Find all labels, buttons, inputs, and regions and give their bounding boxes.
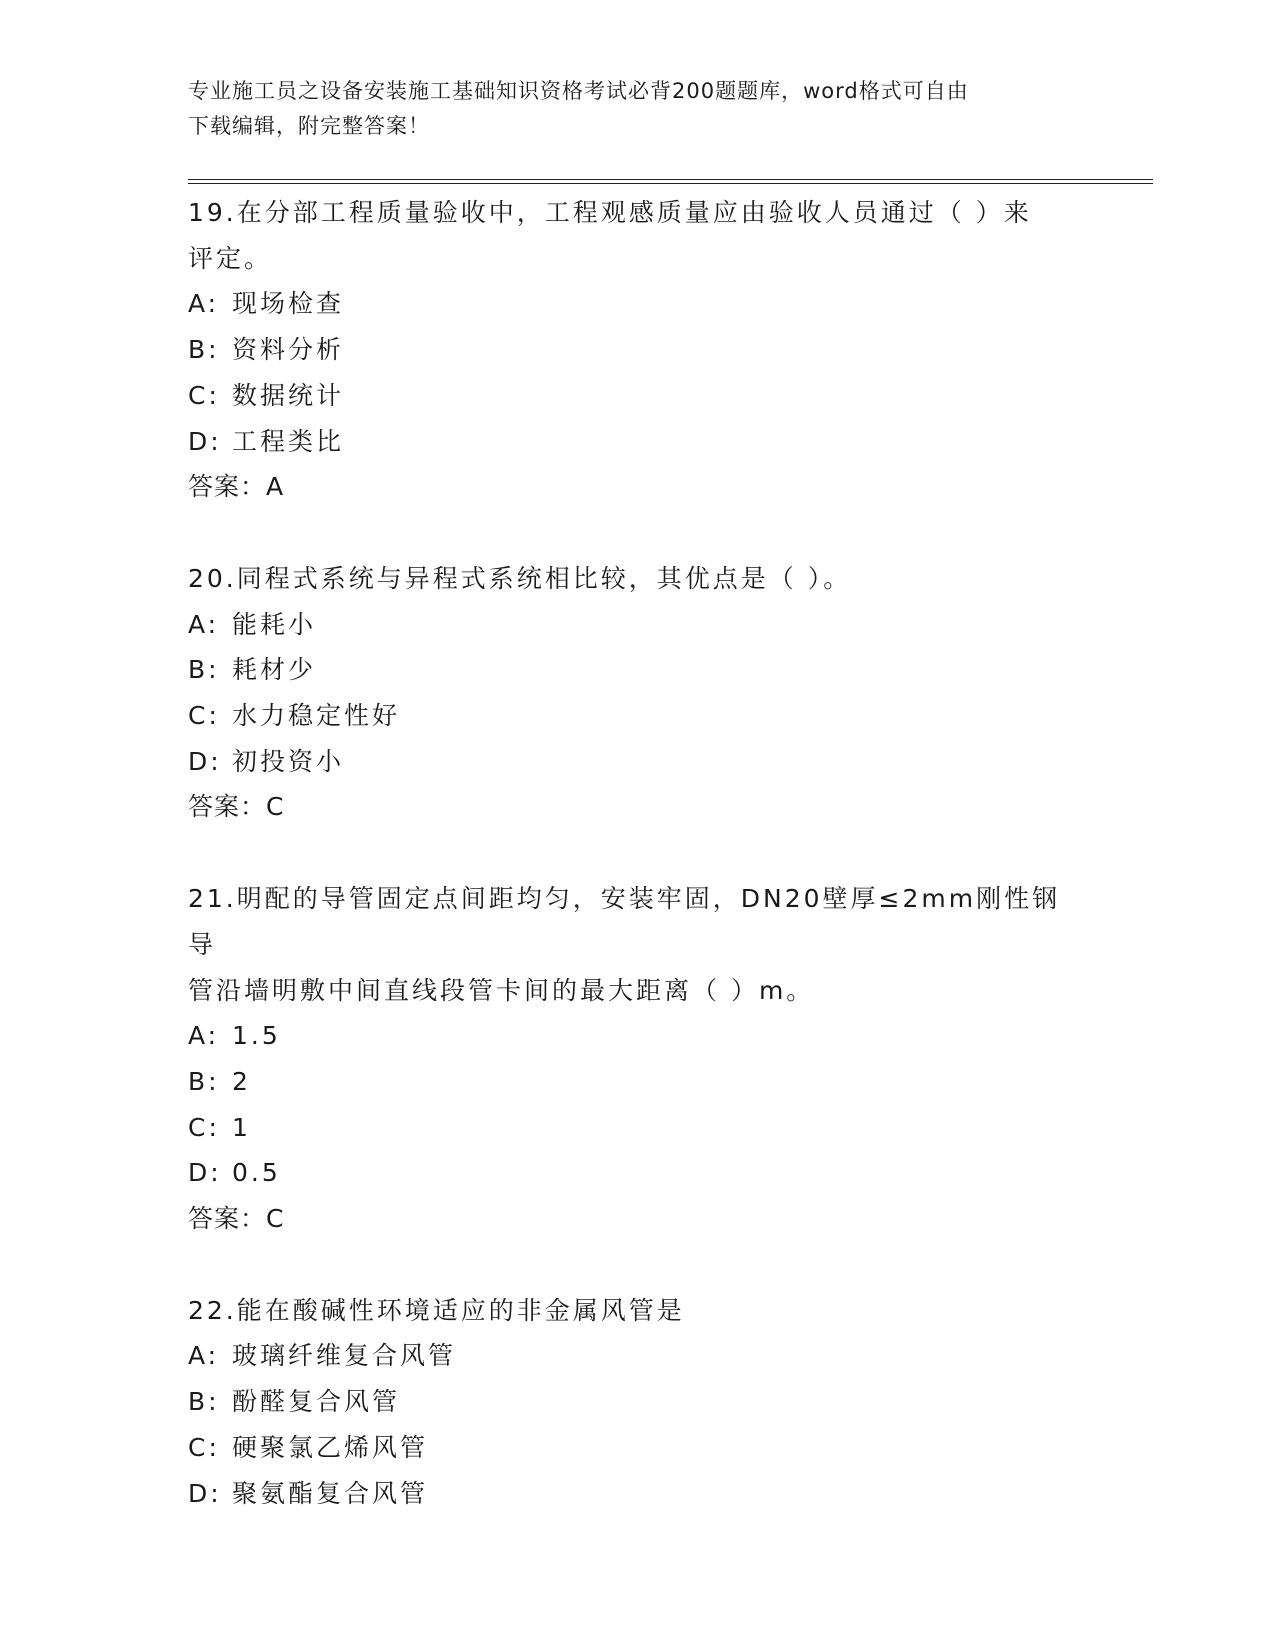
answer-line bbox=[188, 1196, 1088, 1242]
option-text: 工程类比 bbox=[232, 426, 345, 456]
question-text bbox=[188, 1288, 1088, 1334]
option-a bbox=[188, 1333, 1088, 1379]
question-stem-line-1: 在分部工程质量验收中，工程观感质量应由验收人员通过（ ）来 bbox=[236, 198, 1032, 227]
answer-value: C bbox=[266, 1204, 285, 1234]
question-number: 22. bbox=[188, 1295, 237, 1325]
option-text: 耗材少 bbox=[232, 655, 317, 685]
option-letter: D: bbox=[188, 426, 222, 456]
option-text: 玻璃纤维复合风管 bbox=[232, 1341, 457, 1371]
question-stem-line-1: 明配的导管固定点间距均匀，安装牢固，DN20壁厚≤2mm刚性钢导 bbox=[188, 884, 1061, 959]
option-text: 1.5 bbox=[232, 1021, 281, 1051]
question-number: 19. bbox=[188, 198, 237, 227]
question-19 bbox=[188, 190, 1088, 510]
option-letter: C: bbox=[188, 701, 220, 731]
option-a bbox=[188, 281, 1088, 327]
header-line-2: 下载编辑，附完整答案！ bbox=[188, 114, 430, 138]
option-letter: C: bbox=[188, 380, 220, 410]
option-text: 资料分析 bbox=[232, 335, 345, 365]
option-text: 现场检查 bbox=[232, 289, 345, 319]
option-letter: C: bbox=[188, 1432, 220, 1462]
option-a bbox=[188, 1013, 1088, 1059]
answer-label: 答案： bbox=[188, 1204, 267, 1234]
option-c bbox=[188, 693, 1088, 739]
question-text bbox=[188, 876, 1088, 967]
question-stem-line-1: 同程式系统与异程式系统相比较，其优点是（ ）。 bbox=[236, 563, 852, 593]
option-c bbox=[188, 1105, 1088, 1151]
option-text: 硬聚氯乙烯风管 bbox=[232, 1432, 429, 1462]
question-stem-line-1: 能在酸碱性环境适应的非金属风管是 bbox=[236, 1295, 685, 1325]
header-divider-top bbox=[188, 179, 1153, 180]
question-text bbox=[188, 190, 1088, 236]
option-d bbox=[188, 1150, 1088, 1196]
option-text: 酚醛复合风管 bbox=[232, 1387, 401, 1417]
option-text: 1 bbox=[232, 1112, 251, 1142]
question-number: 20. bbox=[188, 563, 237, 593]
question-stem-line-2: 管沿墙明敷中间直线段管卡间的最大距离（ ）m。 bbox=[188, 975, 815, 1005]
option-c bbox=[188, 373, 1088, 419]
option-text: 数据统计 bbox=[232, 380, 345, 410]
option-letter: D: bbox=[188, 746, 222, 776]
question-21 bbox=[188, 876, 1088, 1242]
question-20 bbox=[188, 556, 1088, 830]
answer-label: 答案： bbox=[188, 472, 267, 502]
option-b bbox=[188, 1059, 1088, 1105]
option-letter: A: bbox=[188, 609, 220, 639]
question-list bbox=[188, 190, 1088, 1562]
option-b bbox=[188, 1379, 1088, 1425]
option-a bbox=[188, 602, 1088, 648]
answer-value: A bbox=[266, 472, 285, 502]
document-header bbox=[188, 74, 1088, 144]
option-text: 初投资小 bbox=[232, 746, 345, 776]
option-letter: B: bbox=[188, 1066, 220, 1096]
option-d bbox=[188, 1471, 1088, 1517]
option-letter: A: bbox=[188, 1021, 220, 1051]
option-letter: A: bbox=[188, 289, 220, 319]
answer-value: C bbox=[266, 792, 285, 822]
answer-line bbox=[188, 464, 1088, 510]
header-line-1: 专业施工员之设备安装施工基础知识资格考试必背200题题库，word格式可自由 bbox=[188, 79, 969, 103]
answer-label: 答案： bbox=[188, 792, 267, 822]
option-text: 能耗小 bbox=[232, 609, 317, 639]
option-text: 0.5 bbox=[232, 1158, 281, 1188]
option-text: 2 bbox=[232, 1066, 251, 1096]
answer-line bbox=[188, 784, 1088, 830]
option-d bbox=[188, 739, 1088, 785]
option-d bbox=[188, 419, 1088, 465]
question-stem-line-2: 评定。 bbox=[188, 243, 273, 273]
option-text: 聚氨酯复合风管 bbox=[232, 1478, 429, 1508]
option-c bbox=[188, 1425, 1088, 1471]
option-letter: D: bbox=[188, 1158, 222, 1188]
option-b bbox=[188, 327, 1088, 373]
question-22 bbox=[188, 1288, 1088, 1517]
option-letter: A: bbox=[188, 1341, 220, 1371]
option-text: 水力稳定性好 bbox=[232, 701, 401, 731]
question-text bbox=[188, 556, 1088, 602]
header-divider-bottom bbox=[188, 183, 1153, 184]
option-b bbox=[188, 647, 1088, 693]
option-letter: C: bbox=[188, 1112, 220, 1142]
option-letter: B: bbox=[188, 335, 220, 365]
option-letter: B: bbox=[188, 655, 220, 685]
option-letter: D: bbox=[188, 1478, 222, 1508]
question-number: 21. bbox=[188, 884, 237, 914]
option-letter: B: bbox=[188, 1387, 220, 1417]
